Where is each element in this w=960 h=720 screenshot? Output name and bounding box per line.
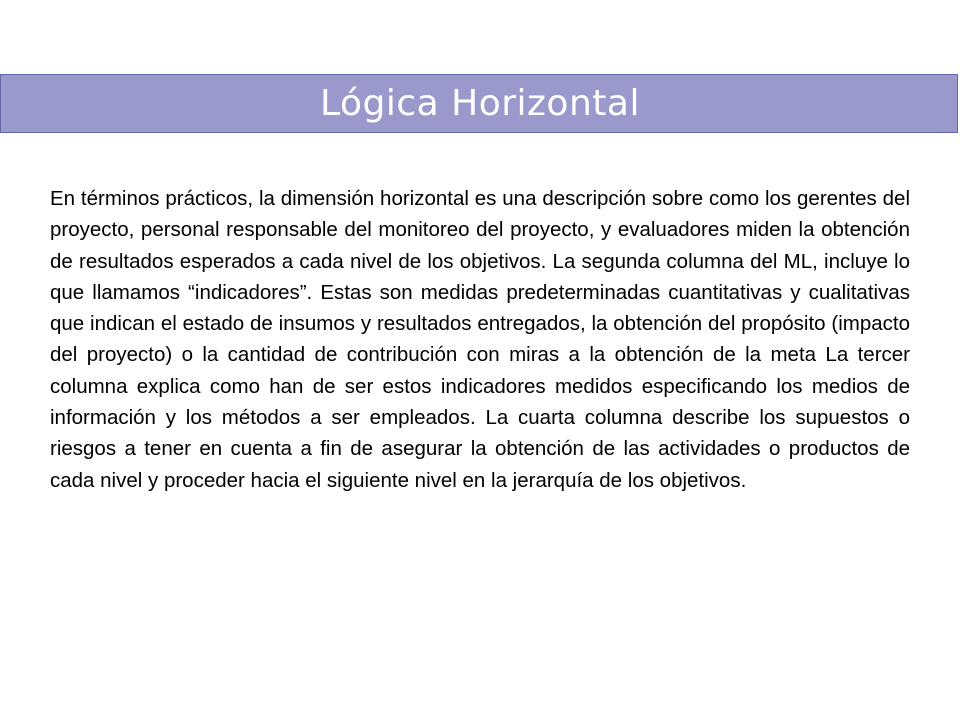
- slide-body-paragraph: En términos prácticos, la dimensión horizontal es una descripción sobre como los gerentes del proyecto, personal responsable del monitoreo del proyecto, y evaluadores miden la obtención de resultados esperados a cada nivel de los objetivos. La segunda columna del ML, incluye lo que llamamos “indicadores”. Estas son medidas predeterminadas cuantitativas y cualitativas que indican el estado de insumos y resultados entregados, la obtención del propósito (impacto del proyecto) o la cantidad de contribución con miras a la obtención de la meta La tercer columna explica como han de ser estos indicadores medidos especificando los medios de información y los métodos a ser empleados. La cuarta columna describe los supuestos o riesgos a tener en cuenta a fin de asegurar la obtención de las actividades o productos de cada nivel y proceder hacia el siguiente nivel en la jerarquía de los objetivos.: [50, 187, 910, 492]
- slide-title: Lógica Horizontal: [320, 83, 640, 124]
